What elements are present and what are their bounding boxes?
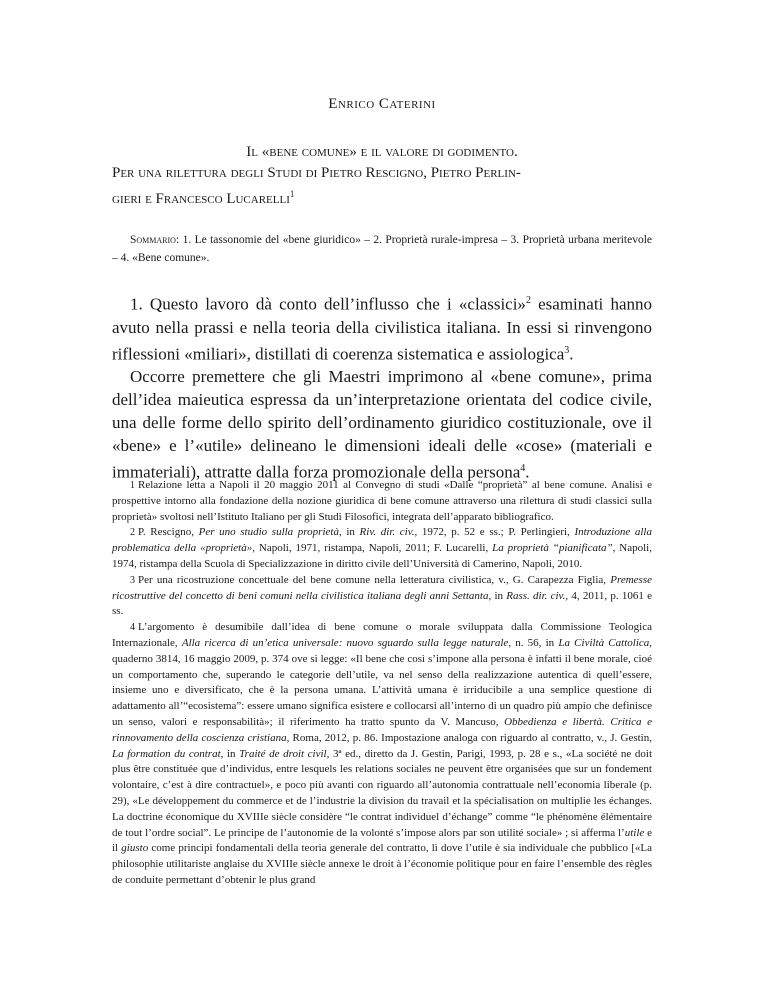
footnote-title: Riv. dir. civ. — [359, 526, 415, 539]
footnote-text: , in — [488, 589, 507, 602]
footnote-ref-3: 3 — [564, 344, 570, 356]
footnote-number: 2 — [130, 527, 135, 539]
footnote-text: Per una ricostruzione concettuale del bene comune nella letteratura civilistica, v., G. Carapezza Figlia, — [138, 573, 611, 586]
footnote-title: Rass. dir. civ. — [506, 589, 566, 602]
footnote-text: , 1972, p. 52 e ss.; P. Perlingieri, — [414, 526, 575, 539]
footnote-4 — [112, 620, 652, 889]
footnote-text: , n. 56, in — [508, 636, 559, 649]
footnote-title: Introduzione alla problematica della «proprietà» — [112, 526, 652, 555]
footnote-text: e il — [112, 826, 652, 855]
footnotes — [112, 478, 652, 889]
title-line-3 — [112, 184, 652, 210]
summary-text: : 1. Le tassonomie del «bene giuridico» – 2. Proprietà rurale-impresa – 3. Proprietà urbana meritevole – 4. «Bene comune». — [112, 234, 652, 264]
body-text — [112, 289, 652, 484]
footnote-number: 1 — [130, 480, 135, 491]
footnote-text: , in — [220, 747, 240, 760]
footnote-3 — [112, 573, 652, 620]
footnote-emphasis: utile — [624, 826, 645, 839]
body-text-span: 1. Questo lavoro dà conto dell’influsso che i «classici» — [130, 294, 526, 314]
footnote-ref-2: 2 — [525, 295, 531, 306]
footnote-number: 4 — [130, 622, 135, 634]
footnote-text: , Napoli, 1974, ristampa della Scuola di Specializzazione in diritto civile dell’Università di Camerino, Napoli, 2010. — [112, 542, 652, 570]
body-paragraph-2 — [112, 365, 652, 484]
footnote-text: P. Rescigno, — [138, 526, 199, 539]
footnote-text: , 3ª ed., diretto da J. Gestin, Parigi, 1993, p. 28 e s., «La société ne doit plus être constituée que d’individus, entre lesquels les relations sociales ne peuvent être organisées que sur un fondement volontaire, c’est à dire contractuel», e poco più avanti con riguardo all’autonomia contrattuale nell’economia liberale (p. 29), «Le développement du commerce et de l’industrie la division du travail et la spécialisation on multiplie les échanges. La doctrine économique du XVIIIe siècle considère “le contrat individuel d’échange” comme “le phénomène élémentaire de tout l’ordre social”. Le principe de l’autonomie de la volonté s’impose alors par son utilité sociale» ; si afferma l’ — [112, 747, 652, 839]
footnote-title: Obbedienza e libertà. Critica e rinnovamento della coscienza cristiana — [112, 715, 653, 744]
footnote-text: , in — [338, 526, 360, 539]
title-line-2: Per una rilettura degli Studi di Pietro Rescigno, Pietro Perlin- — [112, 165, 521, 181]
footnote-title: Alla ricerca di un’etica universale: nuovo sguardo sulla legge naturale — [181, 636, 509, 649]
body-text-span: . — [525, 462, 530, 482]
body-text-span: . — [569, 344, 574, 364]
summary — [112, 231, 652, 267]
footnote-title: Traité de droit civil — [239, 747, 327, 760]
summary-label: Sommario — [130, 234, 176, 246]
author-name: Enrico Caterini — [328, 96, 436, 112]
footnote-text: come principi fondamentali della teoria generale del contratto, lì dove l’utile è sia individuale che pubblico [«La philosophie utilitariste anglaise du XVIIIe siècle annexe le droit à l’économie politique pour en faire l’ensemble des règles de conduite permettant d’obtenir le plus grand — [112, 842, 652, 886]
title-footnote-ref: 1 — [289, 189, 295, 199]
title-line-1: Il «bene comune» e il valore di godimento. — [246, 144, 518, 160]
footnote-title: La Civiltà Cattolica — [558, 636, 650, 649]
footnote-text: , Napoli, 1971, ristampa, Napoli, 2011; F. Lucarelli, — [252, 542, 493, 555]
footnote-ref-4: 4 — [520, 463, 526, 475]
footnote-title: Premesse ricostruttive del concetto di beni comuni nella civilistica italiana degli anni Settanta — [112, 573, 652, 602]
footnote-text: Relazione letta a Napoli il 20 maggio 2011 al Convegno di studi «Dalle “proprietà” al bene comune. Analisi e prospettive intorno alla fondazione della nozione giuridica di bene comune attraverso una rilettura di studi classici sulla proprietà» svoltosi nell’Istituto Italiano per gli Studi Filosofici, integrata dell’apparato bibliografico. — [112, 479, 652, 523]
footnote-text: L’argomento è desumibile dall’idea di bene comune o morale sviluppata dalla Commissione Teologica Internazionale, — [112, 621, 652, 649]
body-text-span: esaminati hanno avuto nella prassi e nella teoria della civilistica italiana. In essi si rinvengono riflessioni «miliari», distillati di coerenza sistematica e assiologica — [112, 294, 652, 364]
footnote-text: , 4, 2011, p. 1061 e ss. — [112, 589, 653, 618]
title-line-3-text: gieri e Francesco Lucarelli — [112, 191, 290, 207]
footnote-text: , quaderno 3814, 16 maggio 2009, p. 374 ove si legge: «Il bene che così s’impone alla persona è infatti il bene morale, cioé un comportamento che, superando le categorie dell’utile, va nel senso della realizzazione autentica di quell’essere, insieme uno e diversificato, che è la persona umana. L’attività umana è irriducibile a una semplice questione di adattamento all’“ecosistema”: essere umano significa esistere e collocarsi all’interno di un quadro più ampio che definisce un senso, valori e responsabilità»; il riferimento ha tratto spunto da V. Mancuso, — [112, 636, 653, 728]
body-text-span: Occorre premettere che gli Maestri imprimono al «bene comune», prima dell’idea maieutica espressa da un’interpretazione orientata del codice civile, una delle forme dello spirito dell’ordinamento giuridico costituzionale, ove il «bene» e l’«utile» delineano le dimensioni ideali delle «cose» (materiali e immateriali), attratte dalla forza promozionale della persona — [112, 367, 652, 482]
footnote-title: La formation du contrat — [112, 747, 221, 760]
footnote-text: , Roma, 2012, p. 86. Impostazione analoga con riguardo al contratto, v., J. Gestin, — [286, 731, 652, 744]
body-paragraph-1 — [112, 289, 652, 365]
footnote-number: 3 — [130, 574, 135, 586]
footnote-emphasis: giusto — [121, 842, 149, 855]
footnote-1 — [112, 478, 652, 525]
footnote-2 — [112, 525, 652, 572]
footnote-title: La proprietà “pianificata” — [492, 542, 613, 555]
article-title — [112, 142, 652, 210]
footnote-title: Per uno studio sulla proprietà — [198, 526, 339, 539]
